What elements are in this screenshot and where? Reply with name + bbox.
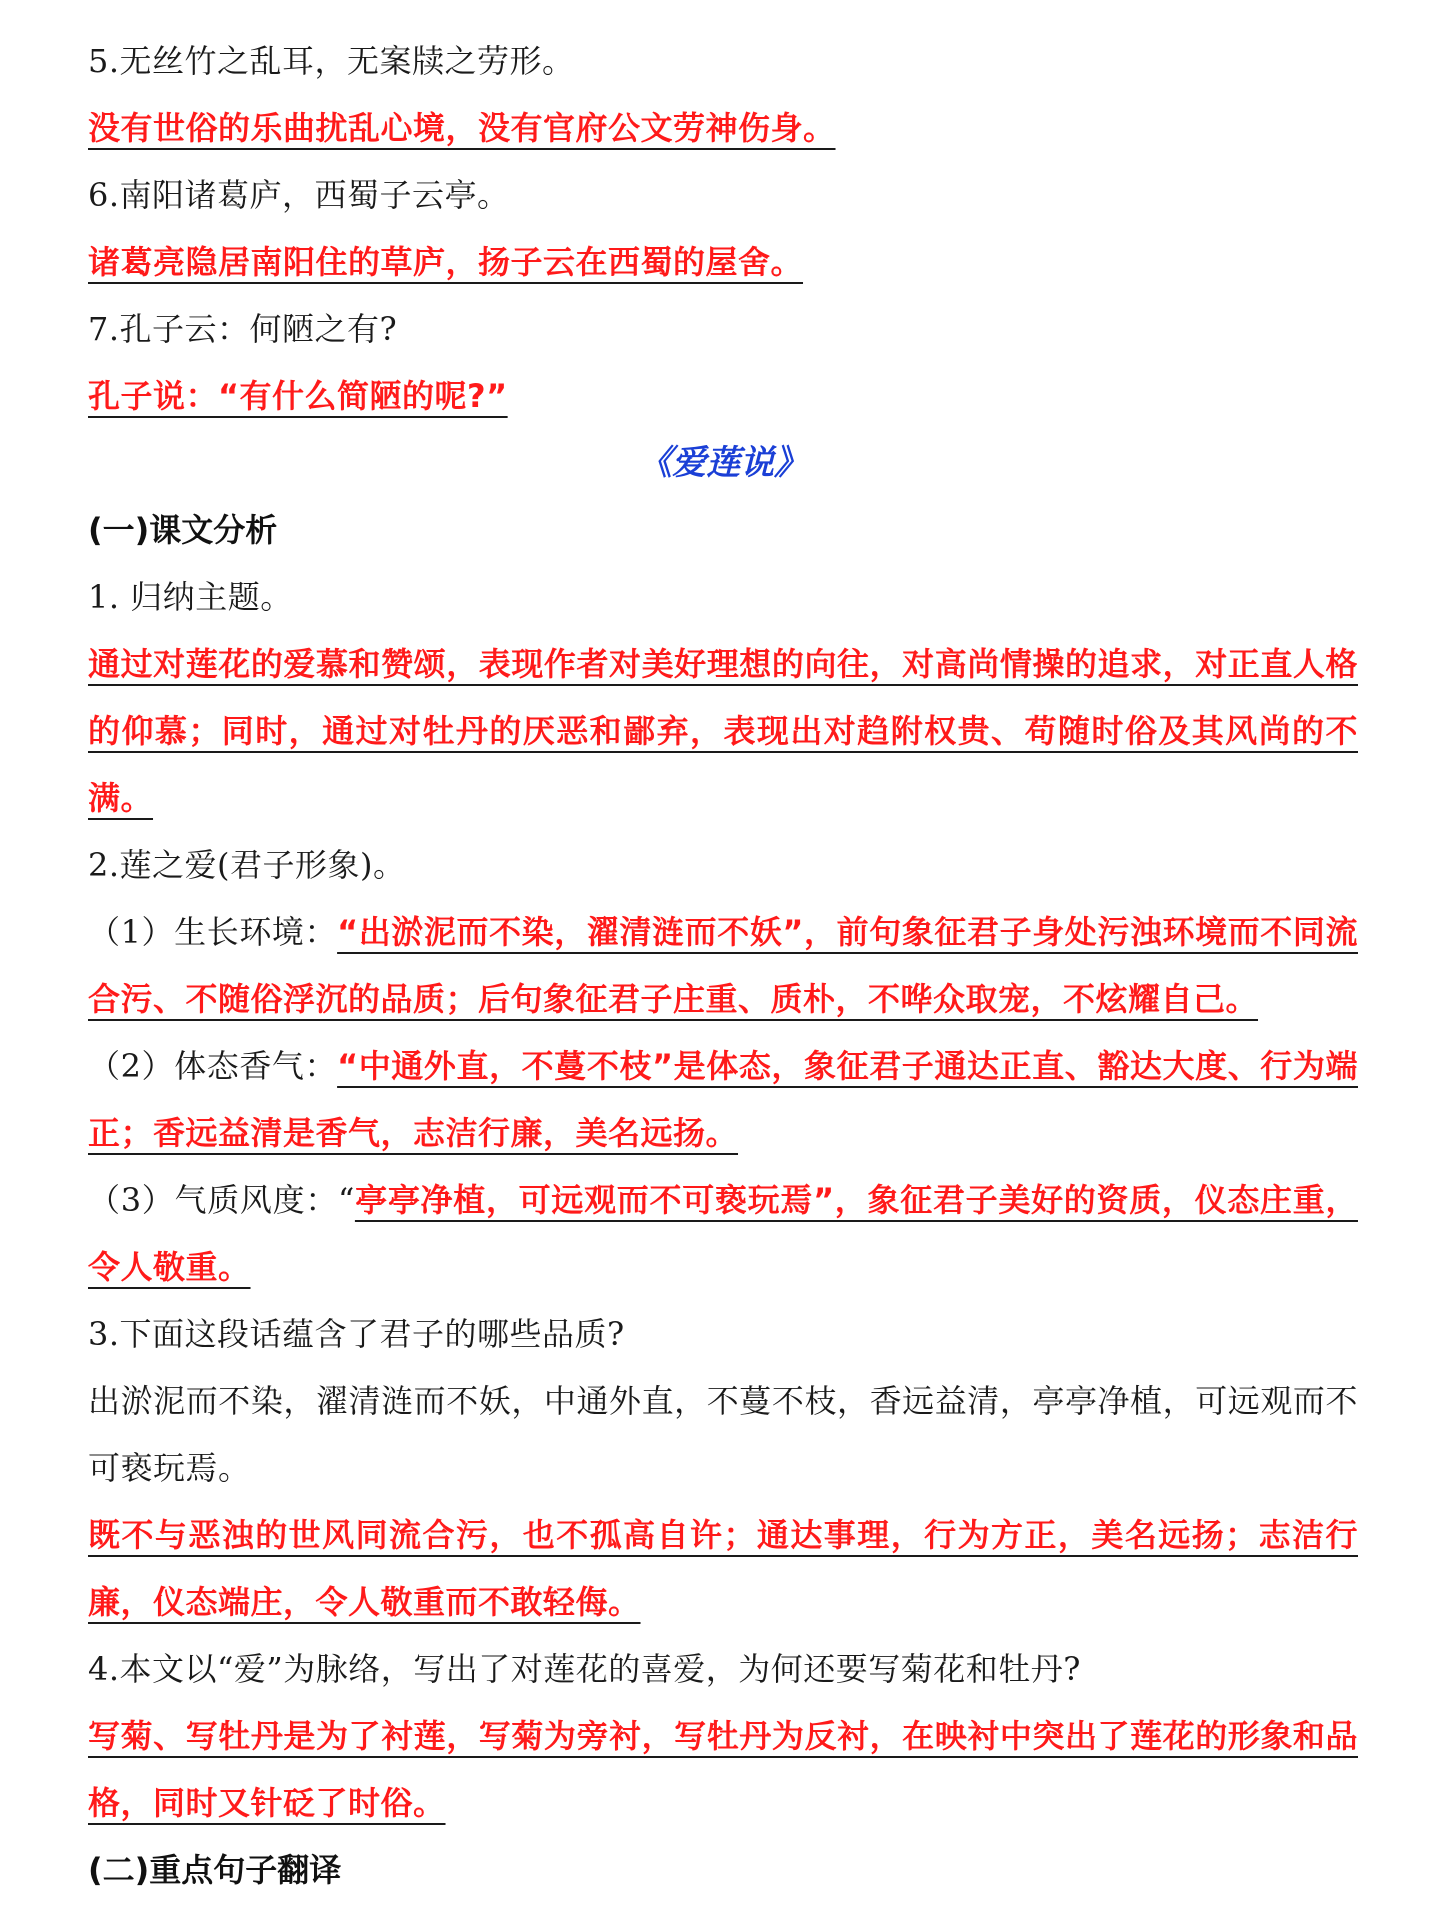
section-heading-analysis: (一)课文分析: [88, 511, 278, 549]
analysis-question-1: 1. 归纳主题。: [88, 578, 293, 616]
answer-7: 孔子说：“有什么简陋的呢?”: [88, 377, 508, 415]
item-2-2-label: （2）体态香气：: [88, 1047, 338, 1085]
item-2-3-answer: 亭亭净植，可远观而不可亵玩焉”，象征君子美好的资质，仪态庄重，令人敬重。: [88, 1181, 1358, 1286]
analysis-question-4: 4.本文以“爱”为脉络，写出了对莲花的喜爱，为何还要写菊花和牡丹?: [88, 1650, 1081, 1688]
answer-6: 诸葛亮隐居南阳住的草庐，扬子云在西蜀的屋舍。: [88, 243, 804, 281]
question-6: 6.南阳诸葛庐，西蜀子云亭。: [88, 176, 510, 214]
item-2-1-answer: “出淤泥而不染，濯清涟而不妖”，前句象征君子身处污浊环境而不同流合污、不随俗浮沉的品质；后句象征君子庄重、质朴，不哗众取宠，不炫耀自己。: [88, 913, 1358, 1018]
analysis-question-3: 3.下面这段话蕴含了君子的哪些品质?: [88, 1315, 625, 1353]
question-5: 5.无丝竹之乱耳，无案牍之劳形。: [88, 42, 575, 80]
analysis-item-2-1: [88, 899, 1358, 1033]
item-2-2-answer: “中通外直，不蔓不枝”是体态，象征君子通达正直、豁达大度、行为端正；香远益清是香气，志洁行廉，美名远扬。: [88, 1047, 1358, 1152]
analysis-question-2: 2.莲之爱(君子形象)。: [88, 846, 406, 884]
analysis-item-2-3: [88, 1167, 1358, 1301]
analysis-passage-3: 出淤泥而不染，濯清涟而不妖，中通外直，不蔓不枝，香远益清，亭亭净植，可远观而不可亵玩焉。: [88, 1382, 1358, 1487]
section-heading-translation: (二)重点句子翻译: [88, 1851, 342, 1889]
analysis-answer-4: 写菊、写牡丹是为了衬莲，写菊为旁衬，写牡丹为反衬，在映衬中突出了莲花的形象和品格，同时又针砭了时俗。: [88, 1717, 1358, 1822]
answer-5: 没有世俗的乐曲扰乱心境，没有官府公文劳神伤身。: [88, 109, 836, 147]
document-page: [88, 28, 1358, 1904]
article-title: 《爱莲说》: [638, 443, 808, 483]
item-2-3-label: （3）气质风度：“: [88, 1181, 355, 1219]
question-7: 7.孔子云：何陋之有?: [88, 310, 398, 348]
analysis-answer-3: 既不与恶浊的世风同流合污，也不孤高自许；通达事理，行为方正，美名远扬；志洁行廉，仪态端庄，令人敬重而不敢轻侮。: [88, 1516, 1358, 1621]
analysis-item-2-2: [88, 1033, 1358, 1167]
analysis-answer-1: 通过对莲花的爱慕和赞颂，表现作者对美好理想的向往，对高尚情操的追求，对正直人格的仰慕；同时，通过对牡丹的厌恶和鄙弃，表现出对趋附权贵、苟随时俗及其风尚的不满。: [88, 645, 1358, 817]
item-2-1-label: （1）生长环境：: [88, 913, 338, 951]
